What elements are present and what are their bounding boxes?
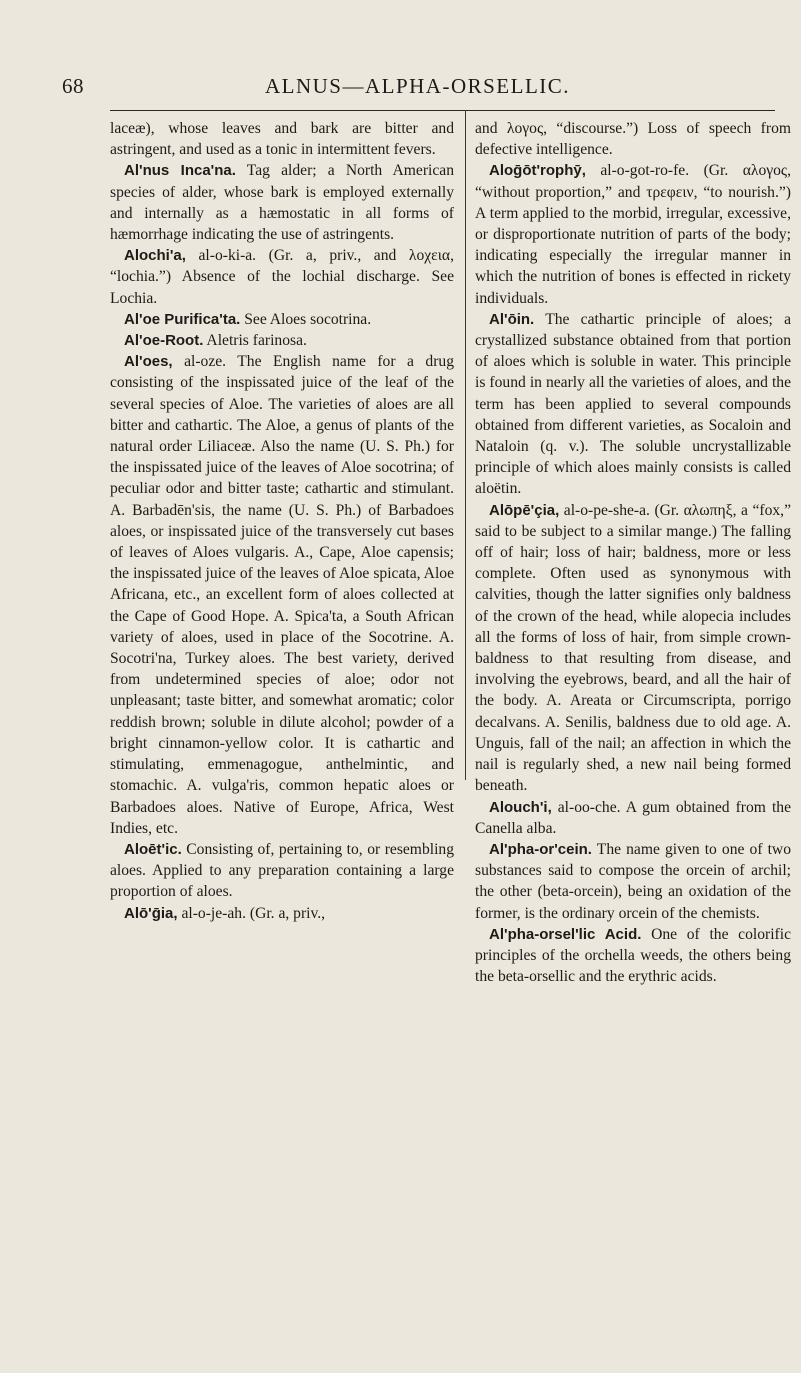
entry-headword: Al'nus Inca'na. xyxy=(124,162,236,180)
entry-headword: Alō'ḡia, xyxy=(124,904,178,922)
entry-text: Aletris farinosa. xyxy=(203,332,307,350)
entry-text: al-oze. The English name for a drug consisting of the inspissated juice of the leaf of the several species of Aloe. The varieties of aloes are all bitter and cathartic. The Aloe, a genus of plants of the natural order Liliaceæ. Also the name (U. S. Ph.) for the inspissated juice of the leaves of Aloe socotrina; of peculiar odor and bitter taste; cathartic and stimulant. A. Barbadēn'sis, the name (U. S. Ph.) of Barbadoes aloes, or inspissated juice of the transversely cut bases of leaves of Aloes vulgaris. A., Cape, Aloe capensis; the inspissated juice of the leaves of Aloe spicata, Aloe Africana, etc., an excellent form of aloes collected at the Cape of Good Hope. A. Spica'ta, a South African variety of aloes, used in place of the Socotrine. A. Socotri'na, Turkey aloes. The best variety, derived from undetermined species of aloe; odor not unpleasant; taste bitter, and somewhat aromatic; color reddish brown; soluble in dilute alcohol; powder of a bright cinnamon-yellow color. It is cathartic and stimulating, emmenagogue, anthelmintic, and stomachic. A. vulga'ris, common hepatic aloes or Barbadoes aloes. Native of Europe, Africa, West Indies, etc. xyxy=(110,353,454,837)
entry-headword: Alōpē'çia, xyxy=(489,501,560,519)
dictionary-entry xyxy=(110,903,454,924)
entry-text: Consisting of, pertaining to, or resembling aloes. Applied to any preparation containing a large proportion of aloes. xyxy=(110,840,454,901)
running-title: ALNUS—ALPHA-ORSELLIC. xyxy=(264,74,571,98)
dictionary-entry xyxy=(110,309,454,330)
dictionary-entry xyxy=(475,309,791,500)
dictionary-entry xyxy=(110,160,454,245)
page-number: 68 xyxy=(62,74,84,98)
entry-text: See Aloes socotrina. xyxy=(240,310,372,328)
dictionary-entry xyxy=(475,924,791,988)
dictionary-entry xyxy=(110,330,454,351)
entry-text: The cathartic principle of aloes; a crystallized substance obtained from that portion of aloes which is soluble in water. This principle is found in nearly all the varieties of aloes, and the term has been applied to several compounds obtained from different varieties, as Socaloin and Nataloin (q. v.). The soluble uncrystallizable principle of which aloes mainly consists is called aloëtin. xyxy=(475,310,791,498)
column-divider xyxy=(465,110,466,780)
dictionary-entry xyxy=(475,797,791,839)
dictionary-entry xyxy=(475,500,791,797)
page-header xyxy=(62,74,773,104)
entry-headword: Alouch'i, xyxy=(489,798,552,816)
entry-text: al-o-got-ro-fe. (Gr. αλογος, “without proportion,” and τρεφειν, “to nourish.”) A term applied to the morbid, irregular, excessive, or disproportionate nutrition of parts of the body; indicating especially the irregular manner in which the nutrition of bones is effected in rickety individuals. xyxy=(475,162,791,307)
dictionary-entry xyxy=(110,839,454,903)
entry-headword: Al'pha-or'cein. xyxy=(489,840,592,858)
dictionary-entry xyxy=(110,118,454,160)
entry-text: The name given to one of two substances said to compose the orcein of archil; the other (beta-orcein), being an oxidation of the former, is the ordinary orcein of the chemists. xyxy=(475,840,791,922)
dictionary-entry xyxy=(110,245,454,309)
entry-text: al-o-ki-a. (Gr. a, priv., and λοχεια, “lochia.”) Absence of the lochial discharge. See Lochia. xyxy=(110,247,454,307)
entry-text: and λογος, “discourse.”) Loss of speech from defective intelligence. xyxy=(475,120,791,159)
dictionary-entry xyxy=(475,160,791,308)
entry-headword: Al'pha-orsel'lic Acid. xyxy=(489,925,642,943)
dictionary-entry xyxy=(110,351,454,839)
entry-text: al-o-pe-she-a. (Gr. αλωπηξ, a “fox,” said to be subject to a similar mange.) The falling off of hair; loss of hair; baldness, more or less complete. Often used as synonymous with calvities, though the latter signifies only baldness of the crown of the head, while alopecia includes all the forms of loss of hair, from simple crown-baldness to that resulting from disease, and involving the eyebrows, beard, and all the hair of the body. A. Areata or Circumscripta, porrigo decalvans. A. Senilis, baldness due to old age. A. Unguis, fall of the nail; an affection in which the nail is regularly shed, a new nail being formed beneath. xyxy=(475,501,791,795)
entry-headword: Al'oes, xyxy=(124,353,173,371)
entry-text: One of the colorific principles of the orchella weeds, the others being the beta-orsellic and the erythric acids. xyxy=(475,925,792,986)
right-column xyxy=(475,118,791,987)
entry-text: al-oo-che. A gum obtained from the Canella alba. xyxy=(475,798,791,837)
entry-headword: Aloēt'ic. xyxy=(124,840,182,858)
entry-text: al-o-je-ah. (Gr. a, priv., xyxy=(177,904,326,922)
dictionary-entry xyxy=(475,118,791,160)
header-rule xyxy=(110,110,775,111)
entry-headword: Aloḡōt'rophȳ, xyxy=(489,162,586,180)
entry-headword: Alochi'a, xyxy=(124,247,186,265)
entry-headword: Al'oe-Root. xyxy=(124,332,204,350)
entry-text: laceæ), whose leaves and bark are bitter and astringent, and used as a tonic in intermittent fevers. xyxy=(110,120,454,159)
entry-headword: Al'oe Purifica'ta. xyxy=(124,310,241,328)
entry-text: Tag alder; a North American species of alder, whose bark is employed externally and internally as a hæmostatic in all forms of hæmorrhage indicating the use of astringents. xyxy=(110,162,455,244)
dictionary-entry xyxy=(475,839,791,924)
entry-headword: Al'ōin. xyxy=(489,310,535,328)
left-column xyxy=(110,118,454,924)
